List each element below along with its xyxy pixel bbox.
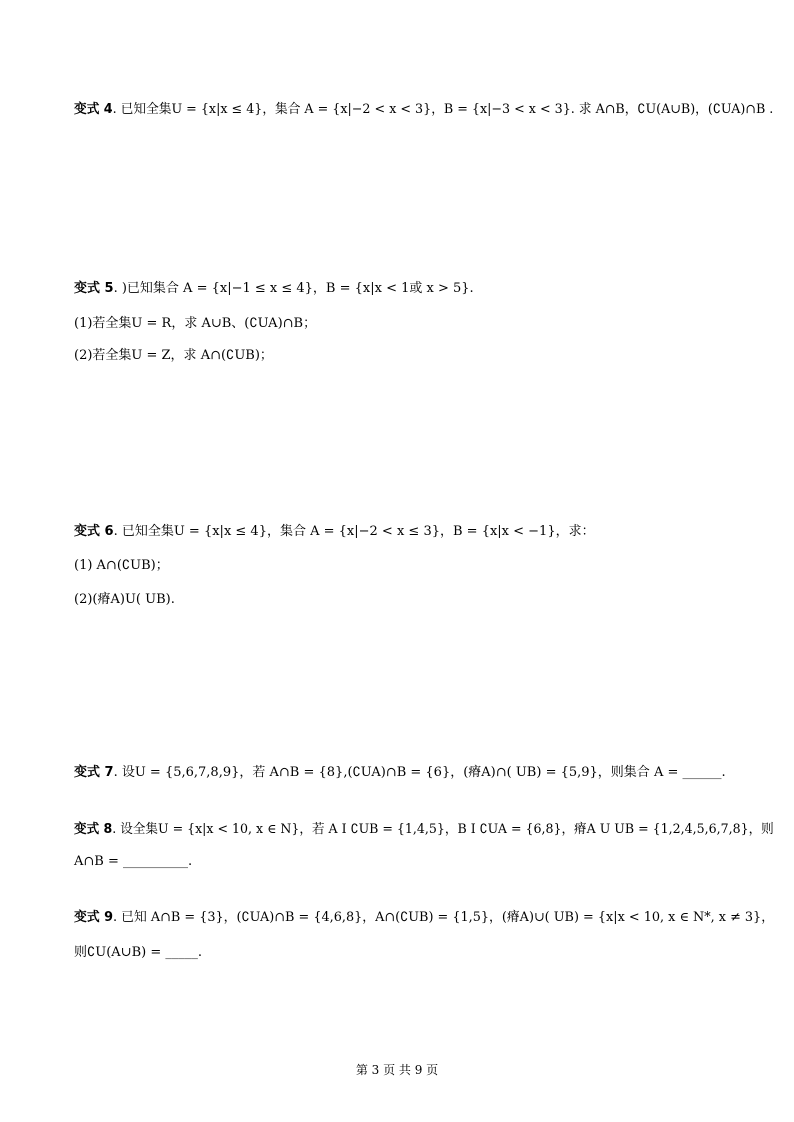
problem-4-label: 变式 4 <box>74 102 113 117</box>
problem-5-line-1 <box>74 280 474 298</box>
problem-6-line-1 <box>74 523 595 541</box>
problem-9-label: 变式 9 <box>74 910 114 925</box>
problem-5-label: 变式 5 <box>74 281 114 296</box>
problem-5-part-1: (1)若全集U = R，求 A∪B、(∁UA)∩B； <box>74 316 317 331</box>
problem-6-label: 变式 6 <box>74 524 114 539</box>
problem-6-part-2: (2)(瘠A)U( UB). <box>74 592 175 607</box>
problem-8-line-2: A∩B = __________. <box>74 854 193 869</box>
problem-8-line-1 <box>74 821 774 839</box>
problem-9-text: . 已知 A∩B = {3}，(∁UA)∩B = {4,6,8}，A∩(∁UB) = {1,5}，(瘠A)∪( UB) = {x|x < 10, x ∈ N*, x ≠ 3}， <box>113 910 775 925</box>
problem-8-text: . 设全集U = {x|x < 10, x ∈ N}，若 A I ∁UB = {1,4,5}，B I ∁UA = {6,8}，瘠A U UB = {1,2,4,5,6,7,8}，则 <box>112 822 774 837</box>
problem-5-part-2: (2)若全集U = Z，求 A∩(∁UB)； <box>74 348 273 363</box>
problem-6-part-1: (1) A∩(∁UB)； <box>74 558 169 573</box>
problem-5-text: . )已知集合 A = {x|−1 ≤ x ≤ 4}，B = {x|x < 1或 x > 5}. <box>113 281 474 296</box>
problem-7-text: . 设U = {5,6,7,8,9}，若 A∩B = {8},(∁UA)∩B = {6}，(瘠A)∩( UB) = {5,9}，则集合 A = ______. <box>113 765 726 780</box>
page-number: 第 3 页 共 9 页 <box>355 1063 439 1077</box>
problem-7-line-1 <box>74 764 726 782</box>
problem-7-label: 变式 7 <box>74 765 114 780</box>
problem-4-line-1 <box>74 101 773 119</box>
problem-9-line-2: 则∁U(A∪B) = _____. <box>74 945 202 960</box>
problem-9-line-1 <box>74 909 774 927</box>
problem-4-text: . 已知全集U = {x|x ≤ 4}，集合 A = {x|−2 < x < 3}，B = {x|−3 < x < 3}. 求 A∩B，∁U(A∪B)，(∁UA)∩B . <box>112 102 774 117</box>
problem-6-text: . 已知全集U = {x|x ≤ 4}，集合 A = {x|−2 < x ≤ 3}，B = {x|x < −1}，求： <box>113 524 595 539</box>
problem-8-label: 变式 8 <box>74 822 113 837</box>
